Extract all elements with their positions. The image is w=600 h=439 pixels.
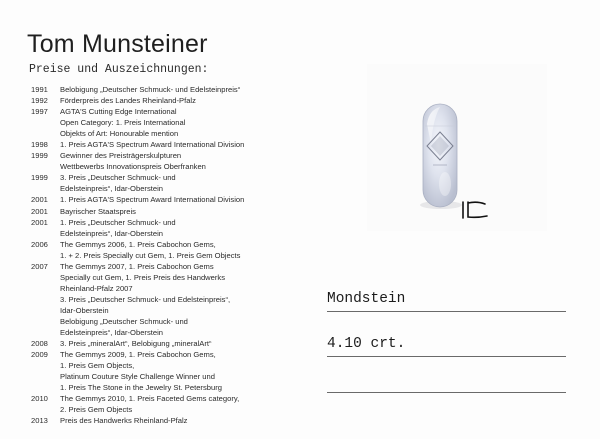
award-text: Belobigung „Deutscher Schmuck- und Edelsteinpreis“ <box>60 85 241 94</box>
award-year <box>31 283 60 294</box>
award-text: Idar-Oberstein <box>60 305 109 315</box>
award-text: Bayrischer Staatspreis <box>60 206 136 216</box>
award-row <box>31 338 341 349</box>
award-row <box>31 95 341 106</box>
award-text: 1. Preis Gem Objects, <box>60 361 135 371</box>
award-row <box>31 327 341 338</box>
award-year: 1998 <box>31 140 48 150</box>
award-row <box>31 228 341 239</box>
award-year: 2001 <box>31 217 48 227</box>
award-text: Edelsteinpreis“, Idar-Oberstein <box>60 184 163 194</box>
award-text: Wettbewerbs Innovationspreis Oberfranken <box>60 162 206 172</box>
award-year: 1992 <box>31 96 48 106</box>
award-year: 2010 <box>31 394 48 404</box>
award-year <box>31 371 60 382</box>
award-text: Specially cut Gem, 1. Preis Preis des Handwerks <box>60 272 226 282</box>
award-text: The Gemmys 2006, 1. Preis Cabochon Gems, <box>60 239 216 249</box>
award-text: Preis des Handwerks Rheinland-Pfalz <box>60 416 188 426</box>
award-text: Belobigung „Deutscher Schmuck- und <box>60 316 188 326</box>
award-row <box>31 106 341 117</box>
gemstone-photo <box>367 64 547 231</box>
award-text: Platinum Couture Style Challenge Winner und <box>60 372 215 382</box>
award-year <box>31 382 60 393</box>
award-year <box>31 305 60 316</box>
award-year <box>31 117 60 128</box>
award-row <box>31 84 341 95</box>
award-year: 2008 <box>31 339 48 349</box>
award-year <box>31 404 60 415</box>
award-year <box>31 161 60 172</box>
award-row <box>31 117 341 128</box>
award-text: Edelsteinpreis“, Idar-Oberstein <box>60 328 163 338</box>
award-year <box>31 250 60 261</box>
award-text: 1. + 2. Preis Specially cut Gem, 1. Preis Gem Objects <box>60 250 241 260</box>
award-year: 2001 <box>31 206 48 216</box>
award-row <box>31 250 341 261</box>
award-row <box>31 172 341 183</box>
gem-weight-field <box>327 336 566 357</box>
signature-mark <box>459 199 493 221</box>
award-row <box>31 294 341 305</box>
awards-list <box>31 84 341 426</box>
award-text: Gewinner des Preisträgerskulpturen <box>60 151 182 161</box>
award-row <box>31 261 341 272</box>
award-text: 1. Preis AGTA'S Spectrum Award International Division <box>60 140 245 150</box>
artist-name: Tom Munsteiner <box>27 30 208 58</box>
moonstone-image <box>367 64 547 231</box>
award-text: Förderpreis des Landes Rheinland-Pfalz <box>60 96 196 106</box>
award-year: 1997 <box>31 107 48 117</box>
award-row <box>31 150 341 161</box>
award-row <box>31 217 341 228</box>
award-text: The Gemmys 2009, 1. Preis Cabochon Gems, <box>60 350 216 360</box>
award-year <box>31 316 60 327</box>
award-row <box>31 393 341 404</box>
award-year: 1991 <box>31 85 48 94</box>
award-year <box>31 294 60 305</box>
award-row <box>31 239 341 250</box>
awards-heading: Preise und Auszeichnungen: <box>29 63 209 76</box>
award-year: 2006 <box>31 239 48 249</box>
award-text: 1. Preis „Deutscher Schmuck- und <box>60 217 176 227</box>
award-year: 2007 <box>31 261 48 271</box>
award-text: The Gemmys 2010, 1. Preis Faceted Gems category, <box>60 394 240 404</box>
blank-field <box>327 372 566 393</box>
award-year: 2001 <box>31 195 48 205</box>
award-row <box>31 128 341 139</box>
award-row <box>31 272 341 283</box>
award-row <box>31 183 341 194</box>
award-text: 1. Preis The Stone in the Jewelry St. Petersburg <box>60 383 222 393</box>
award-year <box>31 128 60 139</box>
award-text: Objekts of Art: Honourable mention <box>60 129 179 139</box>
gem-name: Mondstein <box>327 291 406 307</box>
award-year <box>31 228 60 239</box>
award-row <box>31 161 341 172</box>
award-text: 3. Preis „Deutscher Schmuck- und <box>60 173 176 183</box>
award-text: 1. Preis AGTA'S Spectrum Award International Division <box>60 195 245 205</box>
award-row <box>31 305 341 316</box>
award-text: Rheinland-Pfalz 2007 <box>60 283 133 293</box>
award-text: Edelsteinpreis“, Idar-Oberstein <box>60 228 163 238</box>
award-text: AGTA'S Cutting Edge International <box>60 107 177 117</box>
award-row <box>31 194 341 205</box>
award-year: 2013 <box>31 416 48 426</box>
award-year <box>31 183 60 194</box>
award-row <box>31 415 341 426</box>
award-row <box>31 349 341 360</box>
award-text: The Gemmys 2007, 1. Preis Cabochon Gems <box>60 261 214 271</box>
award-text: 3. Preis „mineralArt“, Belobigung „mineralArt“ <box>60 339 212 349</box>
award-year: 1999 <box>31 151 48 161</box>
award-year <box>31 360 60 371</box>
gem-weight: 4.10 crt. <box>327 336 406 352</box>
award-text: Open Category: 1. Preis International <box>60 118 186 128</box>
award-row <box>31 371 341 382</box>
award-text: 3. Preis „Deutscher Schmuck- und Edelsteinpreis“, <box>60 294 231 304</box>
award-year <box>31 272 60 283</box>
award-row <box>31 404 341 415</box>
award-row <box>31 316 341 327</box>
award-row <box>31 360 341 371</box>
award-year <box>31 327 60 338</box>
award-text: 2. Preis Gem Objects <box>60 405 133 415</box>
award-year: 2009 <box>31 350 48 360</box>
award-row <box>31 139 341 150</box>
award-year: 1999 <box>31 173 48 183</box>
gem-name-field <box>327 291 566 312</box>
award-row <box>31 382 341 393</box>
award-row <box>31 206 341 217</box>
award-row <box>31 283 341 294</box>
